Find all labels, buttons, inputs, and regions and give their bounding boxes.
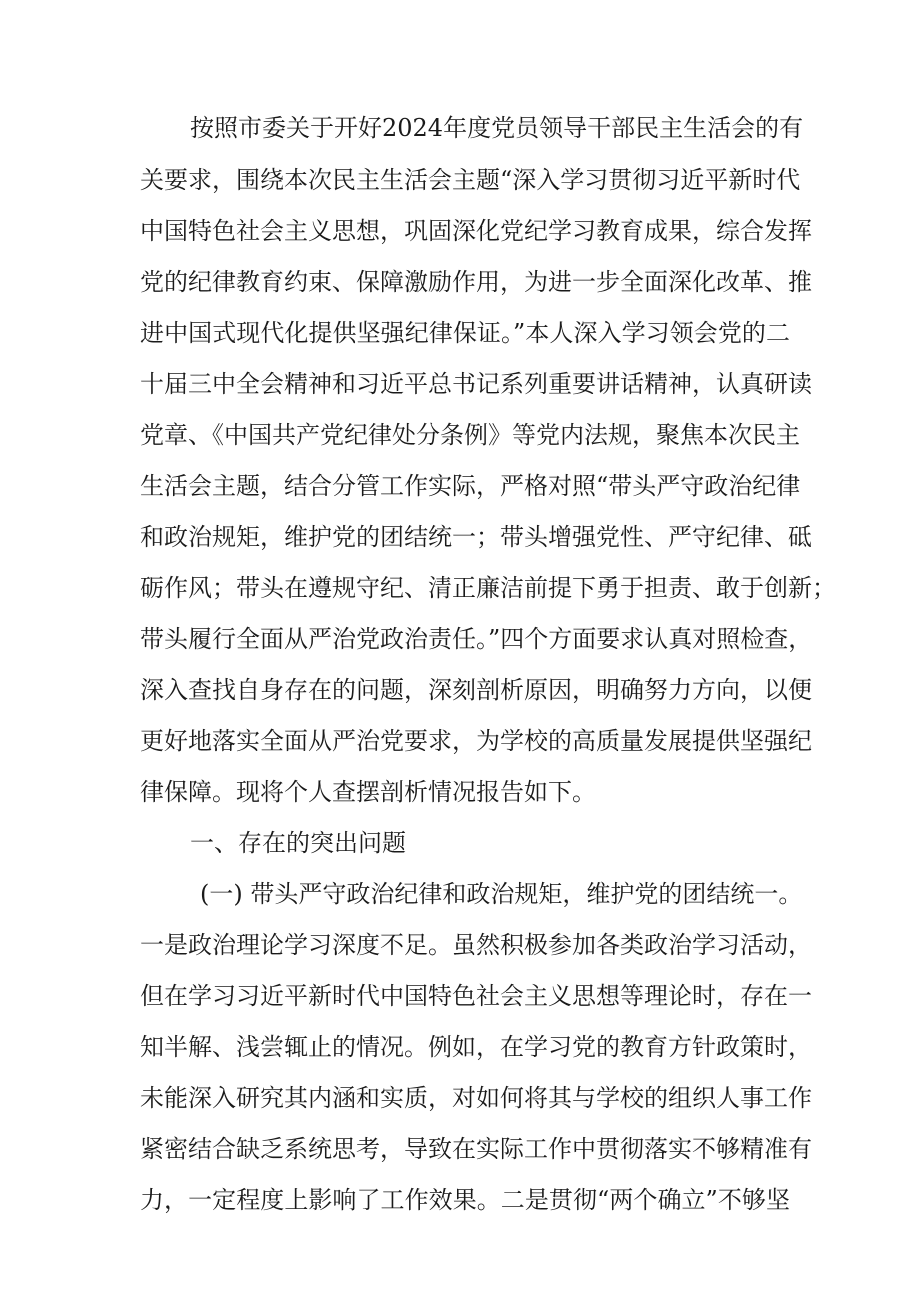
paragraph1-line-3: 中国特色社会主义思想，巩固深化党纪学习教育成果，综合发挥	[140, 217, 812, 245]
paragraph1-line-10: 砺作风；带头在遵规守纪、清正廉洁前提下勇于担责、敢于创新；	[140, 574, 836, 602]
section-heading: 一、存在的突出问题	[190, 829, 406, 857]
paragraph1-line-4: 党的纪律教育约束、保障激励作用，为进一步全面深化改革、推	[140, 268, 812, 296]
paragraph1-line-14: 律保障。现将个人查摆剖析情况报告如下。	[140, 778, 596, 806]
paragraph1-line-2: 关要求，围绕本次民主生活会主题“深入学习贯彻习近平新时代	[140, 166, 801, 194]
paragraph1-line-8: 生活会主题，结合分管工作实际，严格对照“带头严守政治纪律	[140, 472, 801, 500]
paragraph2-line-2: 但在学习习近平新时代中国特色社会主义思想等理论时，存在一	[140, 982, 812, 1010]
paragraph1-line-9: 和政治规矩，维护党的团结统一；带头增强党性、严守纪律、砥	[140, 523, 812, 551]
paragraph1-line-7: 党章、《中国共产党纪律处分条例》等党内法规，聚焦本次民主	[140, 421, 800, 449]
paragraph2-line-1: 一是政治理论学习深度不足。虽然积极参加各类政治学习活动，	[140, 931, 812, 959]
paragraph1-line-11: 带头履行全面从严治党政治责任。”四个方面要求认真对照检查，	[140, 625, 813, 653]
paragraph1-line-1: 按照市委关于开好2024年度党员领导干部民主生活会的有	[190, 114, 804, 142]
subsection-heading: (一) 带头严守政治纪律和政治规矩，维护党的团结统一。	[200, 880, 803, 908]
paragraph1-line-6: 十届三中全会精神和习近平总书记系列重要讲话精神，认真研读	[140, 370, 812, 398]
paragraph1-line-5: 进中国式现代化提供坚强纪律保证。”本人深入学习领会党的二	[140, 319, 790, 347]
paragraph2-line-5: 紧密结合缺乏系统思考，导致在实际工作中贯彻落实不够精准有	[140, 1135, 812, 1163]
paragraph2-line-6: 力，一定程度上影响了工作效果。二是贯彻“两个确立”不够坚	[140, 1186, 790, 1214]
paragraph1-line-13: 更好地落实全面从严治党要求，为学校的高质量发展提供坚强纪	[140, 727, 812, 755]
paragraph2-line-4: 未能深入研究其内涵和实质，对如何将其与学校的组织人事工作	[140, 1084, 812, 1112]
paragraph2-line-3: 知半解、浅尝辄止的情况。例如，在学习党的教育方针政策时，	[140, 1033, 812, 1061]
paragraph1-line-12: 深入查找自身存在的问题，深刻剖析原因，明确努力方向，以便	[140, 676, 812, 704]
